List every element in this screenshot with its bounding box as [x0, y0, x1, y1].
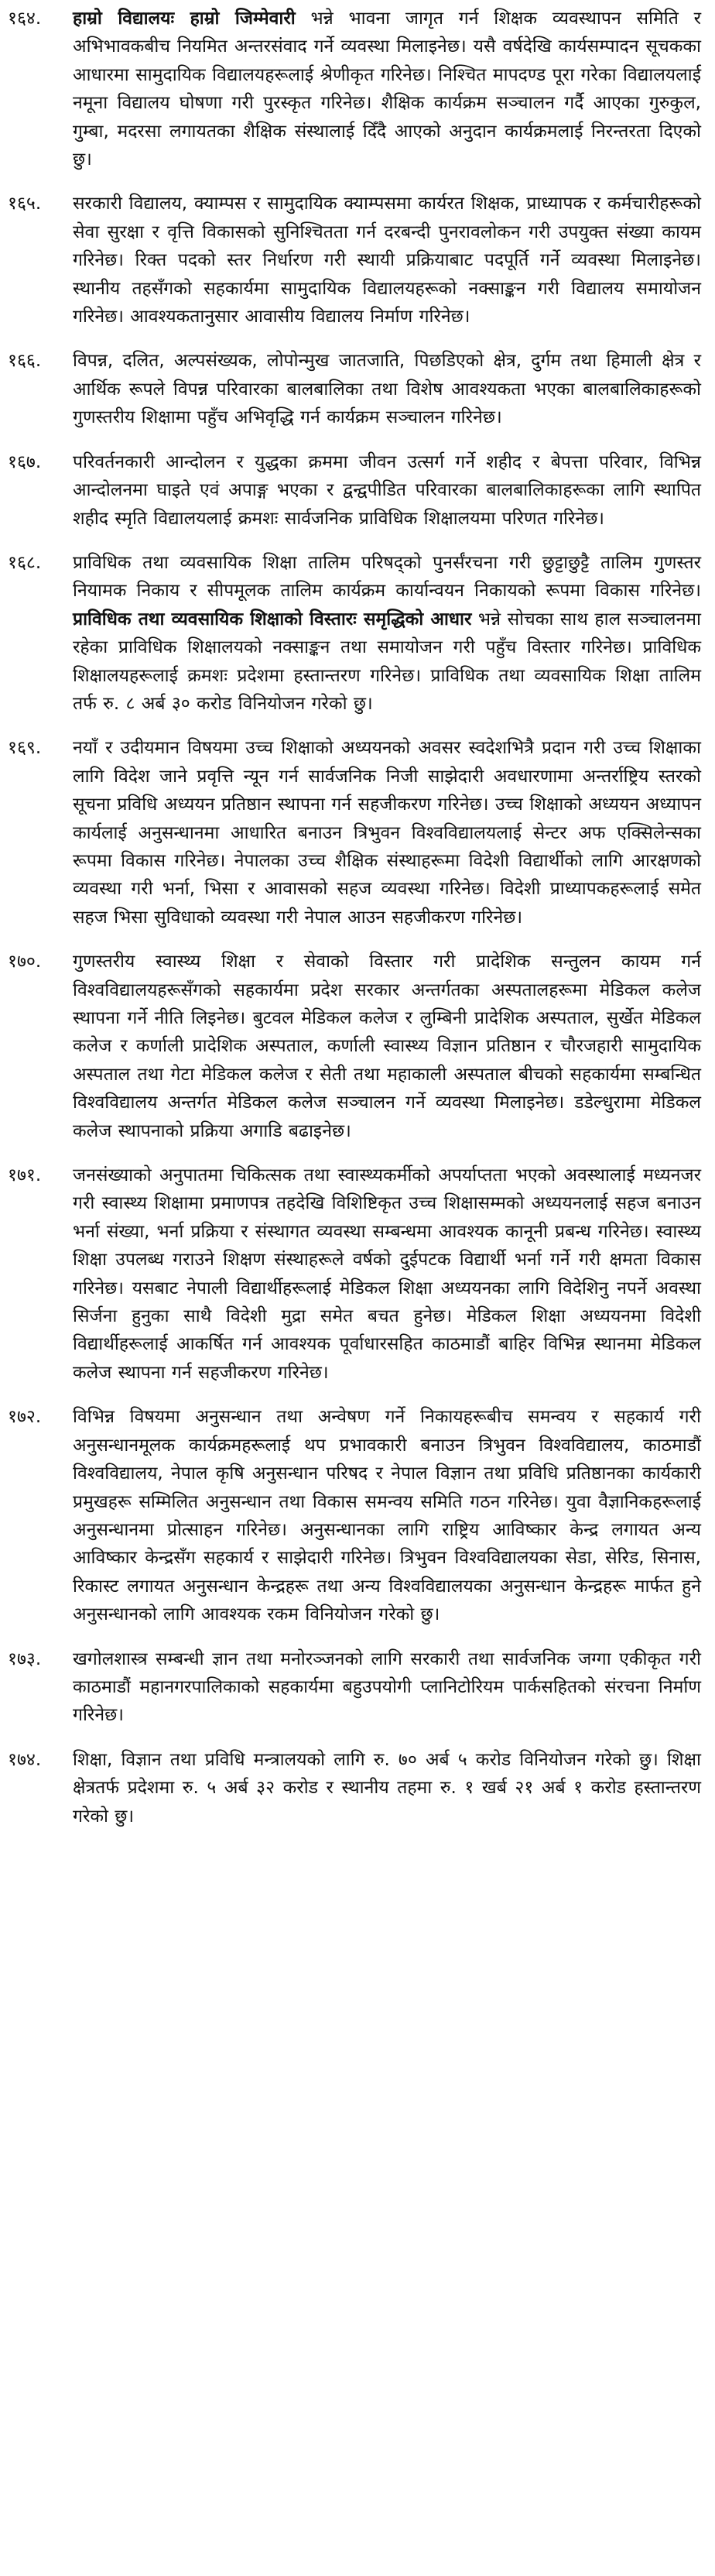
paragraph-number: १६७.	[8, 451, 42, 472]
paragraph-168	[6, 549, 701, 718]
paragraph-number: १७०.	[8, 952, 42, 972]
paragraph-170	[6, 948, 701, 1145]
paragraph-text: नयाँ र उदीयमान विषयमा उच्च शिक्षाको अध्ययनको अवसर स्वदेशभित्रै प्रदान गरी उच्च शिक्षाका लागि विदेश जाने प्रवृत्ति न्यून गर्न सार्वजनिक निजी साझेदारी अवधारणामा अन्तर्राष्ट्रिय स्तरको सूचना प्रविधि अध्ययन प्रतिष्ठान स्थापना गर्न सहजीकरण गरिनेछ। उच्च शिक्षाको अध्ययन अध्यापन कार्यलाई अनुसन्धानमा आधारित बनाउन त्रिभुवन विश्वविद्यालयलाई सेन्टर अफ एक्सिलेन्सका रूपमा विकास गरिनेछ। नेपालका उच्च शैक्षिक संस्थाहरूमा विदेशी विद्यार्थीको लागि आरक्षणको व्यवस्था गरी भर्ना, भिसा र आवासको सहज व्यवस्था गरिनेछ। विदेशी प्राध्यापकहरूलाई समेत सहज भिसा सुविधाको व्यवस्था गरी नेपाल आउन सहजीकरण गरिनेछ।	[73, 738, 701, 928]
paragraph-text: खगोलशास्त्र सम्बन्धी ज्ञान तथा मनोरञ्जनको लागि सरकारी तथा सार्वजनिक जग्गा एकीकृत गरी काठमाडौं महानगरपालिकाको सहकार्यमा बहुउपयोगी प्लानिटोरियम पार्कसहितको संरचना निर्माण गरिनेछ।	[73, 1648, 701, 1726]
paragraph-text	[73, 5, 701, 173]
paragraph-number: १७४.	[8, 1749, 42, 1770]
paragraph-173	[6, 1645, 701, 1730]
paragraph-number: १७२.	[8, 1407, 42, 1428]
paragraph-text: विपन्न, दलित, अल्पसंख्यक, लोपोन्मुख जातजाति, पिछडिएको क्षेत्र, दुर्गम तथा हिमाली क्षेत्र र आर्थिक रूपले विपन्न परिवारका बालबालिका तथा विशेष आवश्यकता भएका बालबालिकाहरूको गुणस्तरीय शिक्षामा पहुँच अभिवृद्धि गर्न कार्यक्रम सञ्चालन गरिनेछ।	[73, 351, 701, 428]
paragraph-166	[6, 347, 701, 431]
paragraph-171	[6, 1161, 701, 1387]
paragraph-text: गुणस्तरीय स्वास्थ्य शिक्षा र सेवाको विस्तार गरी प्रादेशिक सन्तुलन कायम गर्न विश्वविद्यालयहरूसँगको सहकार्यमा प्रदेश सरकार अन्तर्गतका अस्पतालहरूमा मेडिकल कलेज स्थापना गर्ने नीति लिइनेछ। बुटवल मेडिकल कलेज र लुम्बिनी प्रादेशिक अस्पताल, सुर्खेत मेडिकल कलेज र कर्णाली प्रादेशिक अस्पताल, कर्णाली स्वास्थ्य विज्ञान प्रतिष्ठान र चौरजहारी सामुदायिक अस्पताल तथा गेटा मेडिकल कलेज र सेती तथा महाकाली अस्पताल बीचको सहकार्यमा सम्बन्धित विश्वविद्यालय अन्तर्गत मेडिकल कलेज सञ्चालन गर्ने व्यवस्था मिलाइनेछ। डडेल्धुरामा मेडिकल कलेज स्थापनाको प्रक्रिया अगाडि बढाइनेछ।	[73, 952, 701, 1141]
paragraph-169	[6, 734, 701, 931]
bold-phrase: प्राविधिक तथा व्यवसायिक शिक्षाको विस्तारः समृद्धिको आधार	[73, 609, 472, 629]
paragraph-165	[6, 190, 701, 331]
paragraph-number: १७१.	[8, 1165, 42, 1186]
paragraph-number: १६८.	[8, 552, 42, 573]
paragraph-164	[6, 5, 701, 173]
paragraph-number: १६४.	[8, 9, 42, 29]
paragraph-number: १६६.	[8, 351, 42, 372]
paragraph-167	[6, 448, 701, 533]
paragraph-body-continued: भन्ने सोचका साथ हाल सञ्चालनमा रहेका प्राविधिक शिक्षालयको नक्साङ्कन तथा समायोजन गरी पहुँच विस्तार गरिनेछ। प्राविधिक शिक्षालयहरूलाई क्रमशः प्रदेशमा हस्तान्तरण गरिनेछ। प्राविधिक तथा व्यवसायिक शिक्षा तालिम तर्फ रु. ८ अर्ब ३० करोड विनियोजन गरेको छु।	[73, 609, 702, 714]
paragraph-text: शिक्षा, विज्ञान तथा प्रविधि मन्त्रालयको लागि रु. ७० अर्ब ५ करोड विनियोजन गरेको छु। शिक्षा क्षेत्रतर्फ प्रदेशमा रु. ५ अर्ब ३२ करोड र स्थानीय तहमा रु. १ खर्ब २१ अर्ब १ करोड हस्तान्तरण गरेको छु।	[73, 1749, 701, 1827]
bold-phrase: हाम्रो विद्यालयः हाम्रो जिम्मेवारी	[73, 9, 296, 29]
paragraph-number: १७३.	[8, 1648, 42, 1669]
paragraph-174	[6, 1746, 701, 1830]
paragraph-text: सरकारी विद्यालय, क्याम्पस र सामुदायिक क्याम्पसमा कार्यरत शिक्षक, प्राध्यापक र कर्मचारीहरूको सेवा सुरक्षा र वृत्ति विकासको सुनिश्चितता गर्न दरबन्दी पुनरावलोकन गरी उपयुक्त संख्या कायम गरिनेछ। रिक्त पदको स्तर निर्धारण गरी स्थायी प्रक्रियाबाट पदपूर्ति गर्ने व्यवस्था मिलाइनेछ। स्थानीय तहसँगको सहकार्यमा सामुदायिक विद्यालयहरूको नक्साङ्कन गरी विद्यालय समायोजन गरिनेछ। आवश्यकतानुसार आवासीय विद्यालय निर्माण गरिनेछ।	[73, 194, 701, 328]
paragraph-text: परिवर्तनकारी आन्दोलन र युद्धका क्रममा जीवन उत्सर्ग गर्ने शहीद र बेपत्ता परिवार, विभिन्न आन्दोलनमा घाइते एवं अपाङ्ग भएका र द्वन्द्वपीडित परिवारका बालबालिकाहरूका लागि स्थापित शहीद स्मृति विद्यालयलाई क्रमशः सार्वजनिक प्राविधिक शिक्षालयमा परिणत गरिनेछ।	[73, 451, 701, 529]
paragraph-text	[73, 549, 701, 718]
paragraph-number: १६५.	[8, 194, 42, 214]
paragraph-172	[6, 1403, 701, 1628]
paragraph-body: प्राविधिक तथा व्यवसायिक शिक्षा तालिम परिषद्को पुनर्संरचना गरी छुट्टाछुट्टै तालिम गुणस्तर नियामक निकाय र सीपमूलक तालिम कार्यक्रम कार्यान्वयन निकायको रूपमा विकास गरिनेछ।	[73, 552, 701, 602]
paragraph-number: १६९.	[8, 738, 42, 759]
paragraph-body: भन्ने भावना जागृत गर्न शिक्षक व्यवस्थापन समिति र अभिभावकबीच नियमित अन्तरसंवाद गर्ने व्यवस्था मिलाइनेछ। यसै वर्षदेखि कार्यसम्पादन सूचकका आधारमा सामुदायिक विद्यालयहरूलाई श्रेणीकृत गरिनेछ। निश्चित मापदण्ड पूरा गरेका विद्यालयलाई नमूना विद्यालय घोषणा गरी पुरस्कृत गरिनेछ। शैक्षिक कार्यक्रम सञ्चालन गर्दै आएका गुरुकुल, गुम्बा, मदरसा लगायतका शैक्षिक संस्थालाई दिँदै आएको अनुदान कार्यक्रमलाई निरन्तरता दिएको छु।	[73, 9, 701, 170]
paragraph-text: विभिन्न विषयमा अनुसन्धान तथा अन्वेषण गर्ने निकायहरूबीच समन्वय र सहकार्य गरी अनुसन्धानमूलक कार्यक्रमहरूलाई थप प्रभावकारी बनाउन त्रिभुवन विश्वविद्यालय, काठमाडौं विश्वविद्यालय, नेपाल कृषि अनुसन्धान परिषद र नेपाल विज्ञान तथा प्रविधि प्रतिष्ठानका कार्यकारी प्रमुखहरू सम्मिलित अनुसन्धान तथा विकास समन्वय समिति गठन गरिनेछ। युवा वैज्ञानिकहरूलाई अनुसन्धानमा प्रोत्साहन गरिनेछ। अनुसन्धानका लागि राष्ट्रिय आविष्कार केन्द्र लगायत अन्य आविष्कार केन्द्रसँग सहकार्य र साझेदारी गरिनेछ। त्रिभुवन विश्वविद्यालयका सेडा, सेरिड, सिनास, रिकास्ट लगायत अनुसन्धान केन्द्रहरू तथा अन्य विश्वविद्यालयका अनुसन्धान केन्द्रहरू मार्फत हुने अनुसन्धानको लागि आवश्यक रकम विनियोजन गरेको छु।	[73, 1407, 701, 1625]
paragraph-text: जनसंख्याको अनुपातमा चिकित्सक तथा स्वास्थ्यकर्मीको अपर्याप्तता भएको अवस्थालाई मध्यनजर गरी स्वास्थ्य शिक्षामा प्रमाणपत्र तहदेखि विशिष्टिकृत उच्च शिक्षासम्मको अध्ययनलाई सहज बनाउन भर्ना संख्या, भर्ना प्रक्रिया र संस्थागत व्यवस्था सम्बन्धमा आवश्यक कानूनी प्रबन्ध गरिनेछ। स्वास्थ्य शिक्षा उपलब्ध गराउने शिक्षण संस्थाहरूले वर्षको दुईपटक विद्यार्थी भर्ना गर्ने गरी क्षमता विकास गरिनेछ। यसबाट नेपाली विद्यार्थीहरूलाई मेडिकल शिक्षा अध्ययनका लागि विदेशिनु नपर्ने अवस्था सिर्जना हुनुका साथै विदेशी मुद्रा समेत बचत हुनेछ। मेडिकल शिक्षा अध्ययनमा विदेशी विद्यार्थीहरूलाई आकर्षित गर्न आवश्यक पूर्वाधारसहित काठमाडौं बाहिर विभिन्न स्थानमा मेडिकल कलेज स्थापना गर्न सहजीकरण गरिनेछ।	[73, 1165, 701, 1383]
